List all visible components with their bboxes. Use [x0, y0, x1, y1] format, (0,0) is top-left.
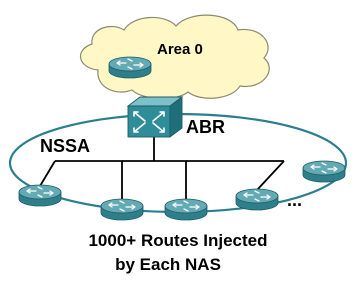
nas-router-icon [165, 199, 207, 220]
more-routers-ellipsis: ... [287, 190, 303, 210]
nssa-label: NSSA [40, 136, 91, 156]
nas-router-icon [303, 161, 345, 182]
area-0-router-icon [109, 57, 151, 78]
nas-router-icon [101, 199, 143, 220]
caption-line-1: 1000+ Routes Injected [88, 231, 268, 250]
nas-router-icon [236, 189, 278, 210]
nas-router-icon [19, 185, 61, 206]
abr-layer3-switch-icon [128, 97, 182, 137]
area-label: Area 0 [157, 41, 203, 58]
abr-label: ABR [186, 117, 225, 137]
caption-line-2: by Each NAS [115, 255, 221, 274]
